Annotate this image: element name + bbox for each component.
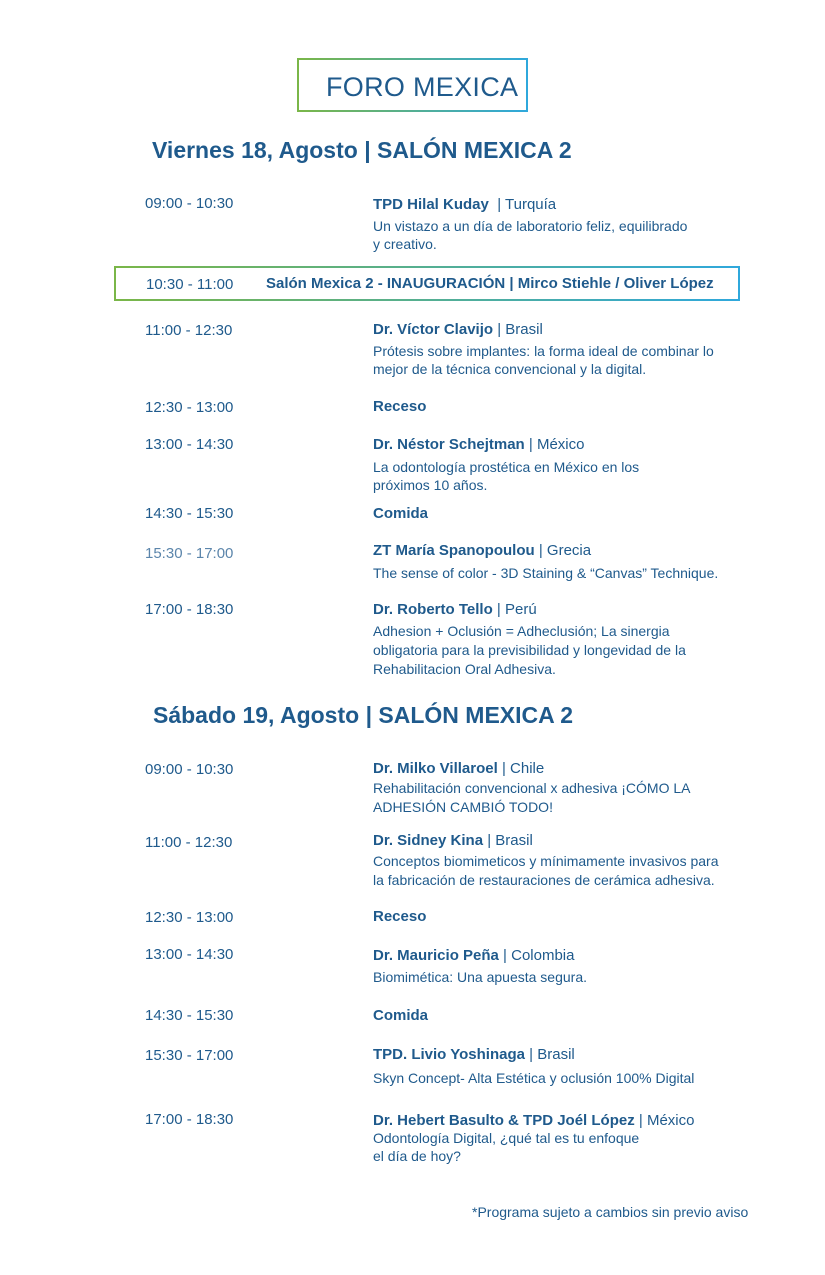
session-speaker: Dr. Mauricio Peña | Colombia — [373, 947, 575, 964]
session-description — [373, 968, 758, 986]
title-box — [297, 58, 528, 112]
session-time: 15:30 - 17:00 — [145, 1047, 234, 1064]
session-description — [373, 564, 773, 582]
session-speaker: ZT María Spanopoulou | Grecia — [373, 542, 592, 559]
desc-line: Prótesis sobre implantes: la forma ideal de combinar lo — [373, 343, 714, 359]
session-description — [373, 1129, 758, 1165]
session-speaker: Dr. Víctor Clavijo | Brasil — [373, 321, 543, 338]
session-description — [373, 622, 758, 679]
speaker-name: Dr. Víctor Clavijo — [373, 321, 494, 338]
session-time: 13:00 - 14:30 — [145, 946, 234, 963]
speaker-country: Chile — [510, 760, 545, 777]
footnote: *Programa sujeto a cambios sin previo aviso — [472, 1204, 749, 1220]
speaker-country: Turquía — [505, 196, 557, 213]
session-time: 09:00 - 10:30 — [145, 761, 234, 778]
break-label: Comida — [373, 505, 429, 522]
desc-line: The sense of color - 3D Staining & “Canvas” Technique. — [373, 565, 719, 581]
desc-line: Rehabilitacion Oral Adhesiva. — [373, 661, 556, 677]
day-heading-saturday: Sábado 19, Agosto | SALÓN MEXICA 2 — [153, 702, 574, 728]
speaker-name: Dr. Sidney Kina — [373, 832, 484, 849]
speaker-country: Colombia — [511, 947, 575, 964]
session-time: 12:30 - 13:00 — [145, 399, 234, 416]
session-time: 11:00 - 12:30 — [145, 322, 233, 339]
desc-line: próximos 10 años. — [373, 477, 488, 493]
session-time: 14:30 - 15:30 — [145, 1007, 234, 1024]
speaker-name: ZT María Spanopoulou — [373, 542, 535, 559]
speaker-country: Brasil — [537, 1046, 575, 1063]
session-break — [373, 908, 426, 925]
session-description — [373, 852, 773, 890]
speaker-name: TPD Hilal Kuday — [373, 196, 489, 213]
desc-line: Skyn Concept- Alta Estética y oclusión 100% Digital — [373, 1070, 695, 1086]
desc-line: Adhesion + Oclusión = Adheclusión; La sinergia — [373, 623, 670, 639]
session-time: 17:00 - 18:30 — [145, 1111, 234, 1128]
session-time: 17:00 - 18:30 — [145, 601, 234, 618]
inauguration-label: Salón Mexica 2 - INAUGURACIÓN | Mirco Stiehle / Oliver López — [266, 275, 714, 292]
speaker-name: TPD. Livio Yoshinaga — [373, 1046, 525, 1063]
speaker-country: Grecia — [546, 542, 592, 559]
speaker-name: Dr. Hebert Basulto & TPD Joél López — [373, 1112, 635, 1129]
speaker-name: Dr. Milko Villaroel — [373, 760, 498, 777]
desc-line: mejor de la técnica convencional y la digital. — [373, 361, 647, 377]
session-speaker: Dr. Hebert Basulto & TPD Joél López | México — [373, 1112, 695, 1129]
session-speaker: Dr. Roberto Tello | Perú — [373, 601, 537, 618]
session-description — [373, 342, 758, 378]
desc-line: Odontología Digital, ¿qué tal es tu enfoque — [373, 1130, 640, 1146]
speaker-country: Brasil — [505, 321, 543, 338]
desc-line: obligatoria para la previsibilidad y longevidad de la — [373, 642, 686, 658]
speaker-country: México — [536, 436, 585, 453]
desc-line: el día de hoy? — [373, 1148, 461, 1164]
session-time: 10:30 - 11:00 — [146, 276, 234, 293]
session-time: 09:00 - 10:30 — [145, 195, 234, 212]
speaker-country: México — [646, 1112, 695, 1129]
desc-line: Rehabilitación convencional x adhesiva ¡CÓMO LA — [373, 780, 691, 796]
desc-line: Un vistazo a un día de laboratorio feliz, equilibrado — [373, 218, 688, 234]
session-time: 15:30 - 17:00 — [145, 545, 234, 562]
session-speaker: Dr. Sidney Kina | Brasil — [373, 832, 533, 849]
session-speaker: TPD Hilal Kuday | Turquía — [373, 196, 557, 213]
session-break — [373, 398, 426, 415]
session-description — [373, 1069, 773, 1087]
speaker-name: Dr. Roberto Tello — [373, 601, 493, 618]
desc-line: La odontología prostética en México en los — [373, 459, 640, 475]
desc-line: ADHESIÓN CAMBIÓ TODO! — [373, 799, 553, 815]
break-label: Receso — [373, 398, 427, 415]
day-heading-friday: Viernes 18, Agosto | SALÓN MEXICA 2 — [152, 137, 572, 163]
desc-line: la fabricación de restauraciones de cerámica adhesiva. — [373, 872, 715, 888]
inauguration-box — [114, 266, 740, 301]
break-label: Receso — [373, 908, 427, 925]
session-break — [373, 1007, 428, 1024]
session-time: 14:30 - 15:30 — [145, 505, 234, 522]
session-time: 11:00 - 12:30 — [145, 834, 233, 851]
session-speaker: Dr. Néstor Schejtman | México — [373, 436, 585, 453]
speaker-name: Dr. Néstor Schejtman — [373, 436, 525, 453]
speaker-country: Perú — [504, 601, 537, 618]
session-break — [373, 505, 428, 522]
session-description — [373, 458, 758, 494]
session-speaker: Dr. Milko Villaroel | Chile — [373, 760, 545, 777]
desc-line: Biomimética: Una apuesta segura. — [373, 969, 587, 985]
session-time: 13:00 - 14:30 — [145, 436, 234, 453]
speaker-country: Brasil — [495, 832, 533, 849]
session-speaker: TPD. Livio Yoshinaga | Brasil — [373, 1046, 575, 1063]
session-description — [373, 779, 758, 817]
desc-line: Conceptos biomimeticos y mínimamente invasivos para — [373, 853, 719, 869]
session-description — [373, 217, 758, 253]
break-label: Comida — [373, 1007, 429, 1024]
speaker-name: Dr. Mauricio Peña — [373, 947, 499, 964]
desc-line: y creativo. — [373, 236, 437, 252]
session-time: 12:30 - 13:00 — [145, 909, 234, 926]
page-title: FORO MEXICA — [326, 72, 519, 102]
